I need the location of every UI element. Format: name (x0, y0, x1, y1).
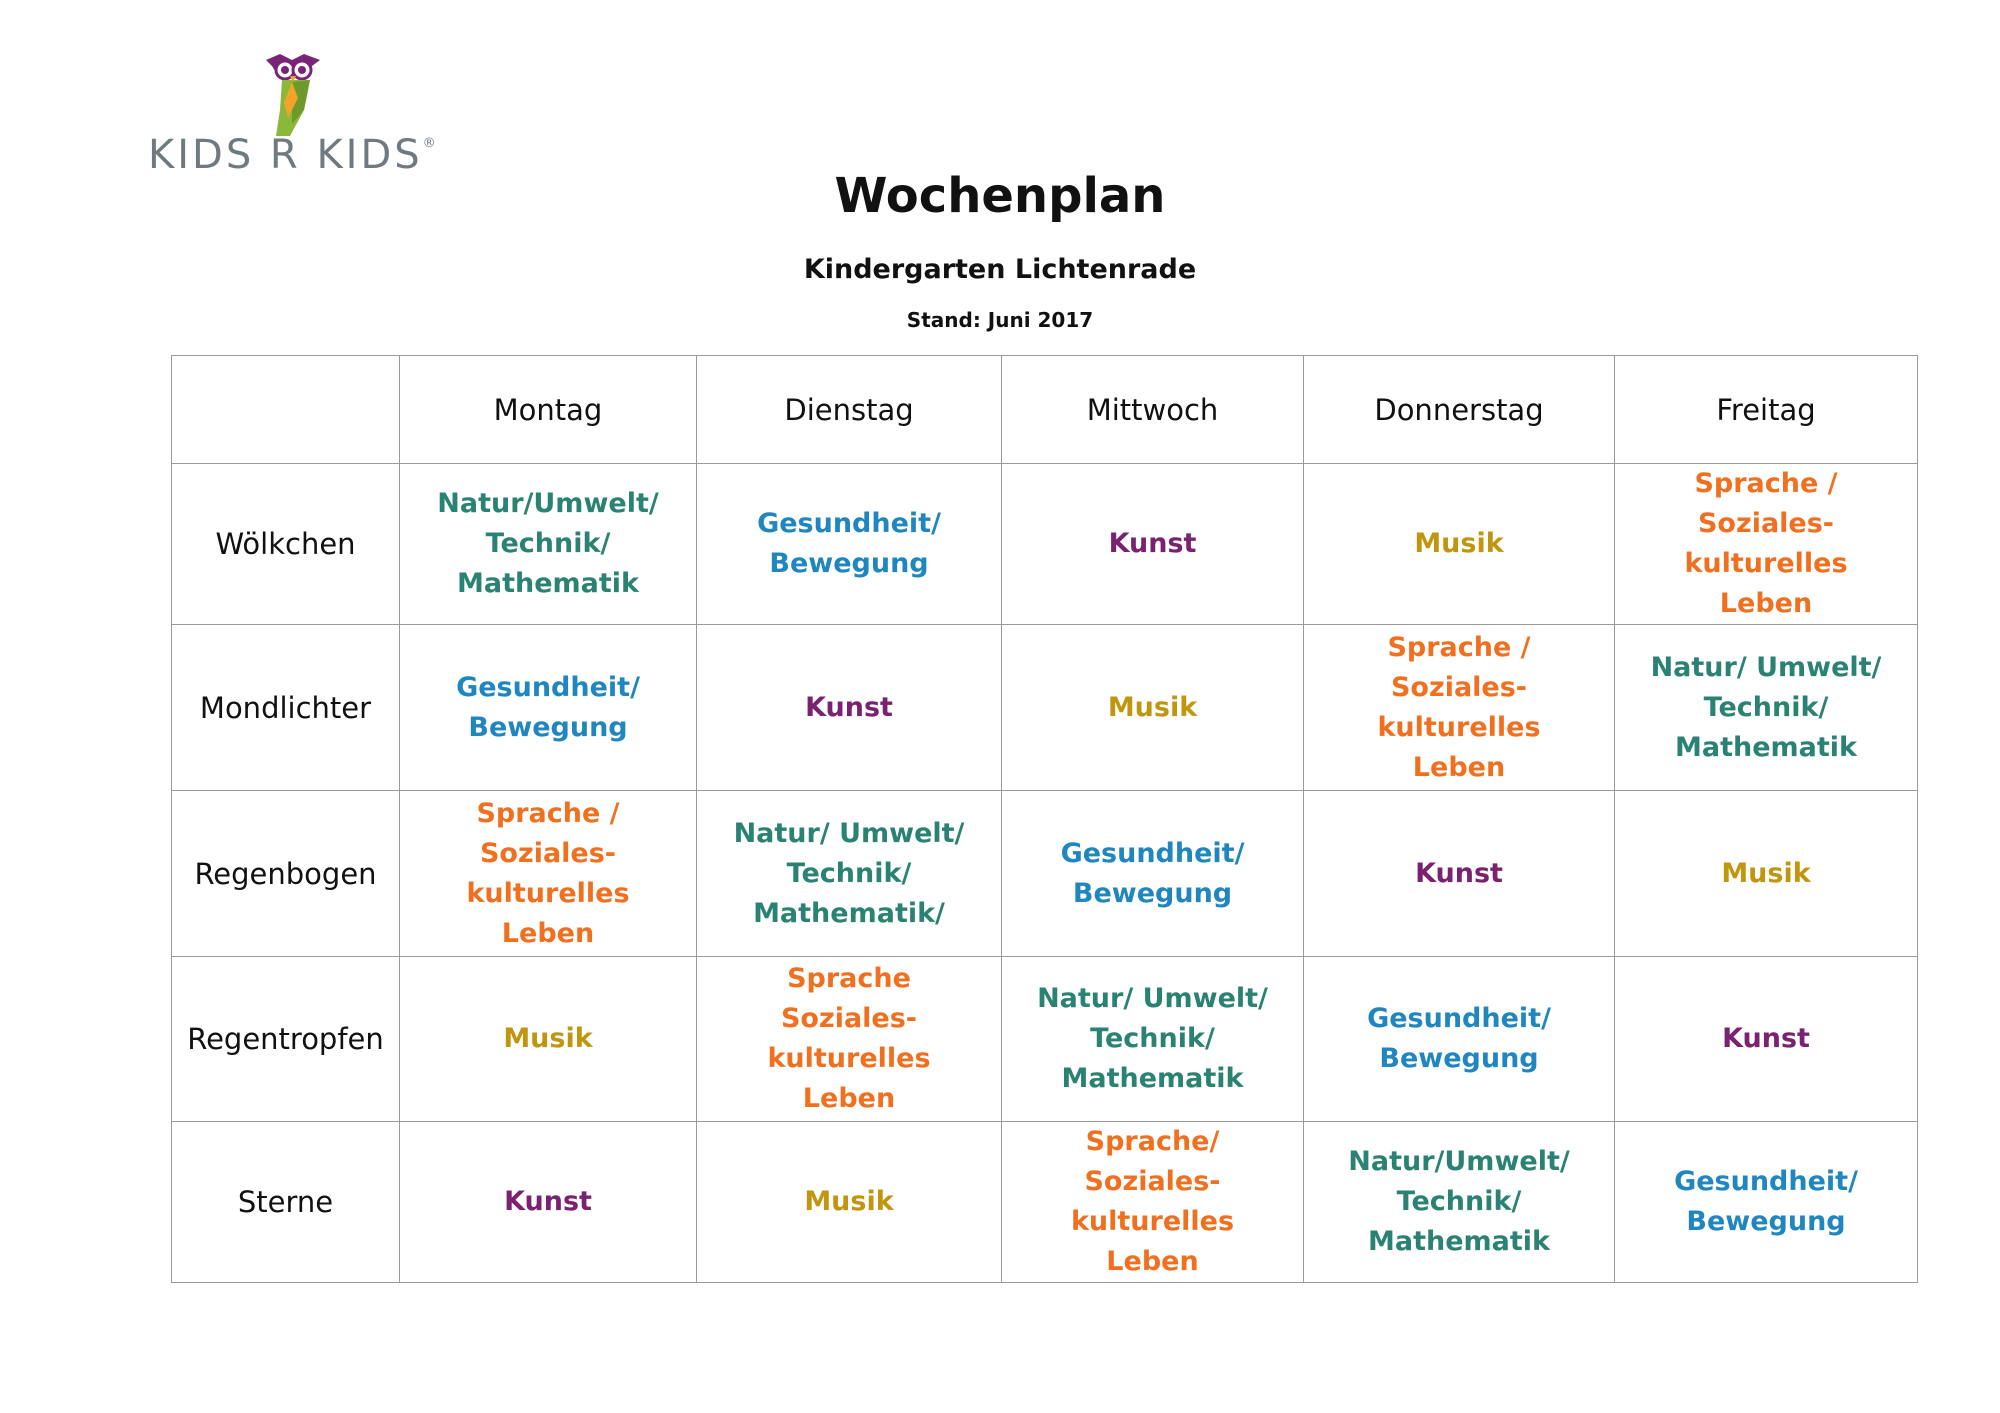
activity-cell: Kunst (1615, 957, 1918, 1122)
group-name: Regentropfen (172, 957, 400, 1122)
activity-cell: Sprache Soziales-kulturelles Leben (697, 957, 1002, 1122)
weekly-schedule-table (171, 355, 1918, 1283)
page-subtitle: Kindergarten Lichtenrade (803, 254, 1197, 285)
activity-cell: Kunst (1002, 464, 1304, 625)
logo-wordmark: KIDS R KIDS® (148, 132, 436, 178)
activity-cell: Natur/ Umwelt/ Technik/ Mathematik/ (697, 791, 1002, 957)
kids-r-kids-logo (148, 52, 436, 178)
activity-cell: Gesundheit/ Bewegung (697, 464, 1002, 625)
day-header: Donnerstag (1304, 356, 1615, 464)
activity-cell: Kunst (1304, 791, 1615, 957)
activity-cell: Natur/ Umwelt/ Technik/ Mathematik (1002, 957, 1304, 1122)
activity-cell: Kunst (697, 625, 1002, 791)
group-name: Regenbogen (172, 791, 400, 957)
activity-cell: Gesundheit/ Bewegung (1615, 1122, 1918, 1283)
table-row (172, 1122, 1918, 1283)
header-row (172, 356, 1918, 464)
corner-cell (172, 356, 400, 464)
page-title: Wochenplan (834, 168, 1166, 224)
activity-cell: Sprache/ Soziales-kulturelles Leben (1002, 1122, 1304, 1283)
activity-cell: Gesundheit/ Bewegung (400, 625, 697, 791)
activity-cell: Gesundheit/ Bewegung (1304, 957, 1615, 1122)
activity-cell: Sprache / Soziales-kulturelles Leben (400, 791, 697, 957)
day-header: Montag (400, 356, 697, 464)
group-name: Wölkchen (172, 464, 400, 625)
activity-cell: Musik (400, 957, 697, 1122)
day-header: Mittwoch (1002, 356, 1304, 464)
table-row (172, 957, 1918, 1122)
activity-cell: Natur/Umwelt/ Technik/ Mathematik (400, 464, 697, 625)
activity-cell: Natur/Umwelt/ Technik/ Mathematik (1304, 1122, 1615, 1283)
table-row (172, 791, 1918, 957)
owl-logo-icon (252, 52, 334, 138)
activity-cell: Musik (1002, 625, 1304, 791)
group-name: Mondlichter (172, 625, 400, 791)
stand-date: Stand: Juni 2017 (906, 308, 1094, 332)
table-row (172, 625, 1918, 791)
activity-cell: Sprache / Soziales-kulturelles Leben (1615, 464, 1918, 625)
activity-cell: Sprache / Soziales-kulturelles Leben (1304, 625, 1615, 791)
activity-cell: Musik (1615, 791, 1918, 957)
activity-cell: Musik (697, 1122, 1002, 1283)
activity-cell: Natur/ Umwelt/ Technik/ Mathematik (1615, 625, 1918, 791)
table-row (172, 464, 1918, 625)
day-header: Dienstag (697, 356, 1002, 464)
activity-cell: Kunst (400, 1122, 697, 1283)
day-header: Freitag (1615, 356, 1918, 464)
activity-cell: Musik (1304, 464, 1615, 625)
activity-cell: Gesundheit/ Bewegung (1002, 791, 1304, 957)
group-name: Sterne (172, 1122, 400, 1283)
